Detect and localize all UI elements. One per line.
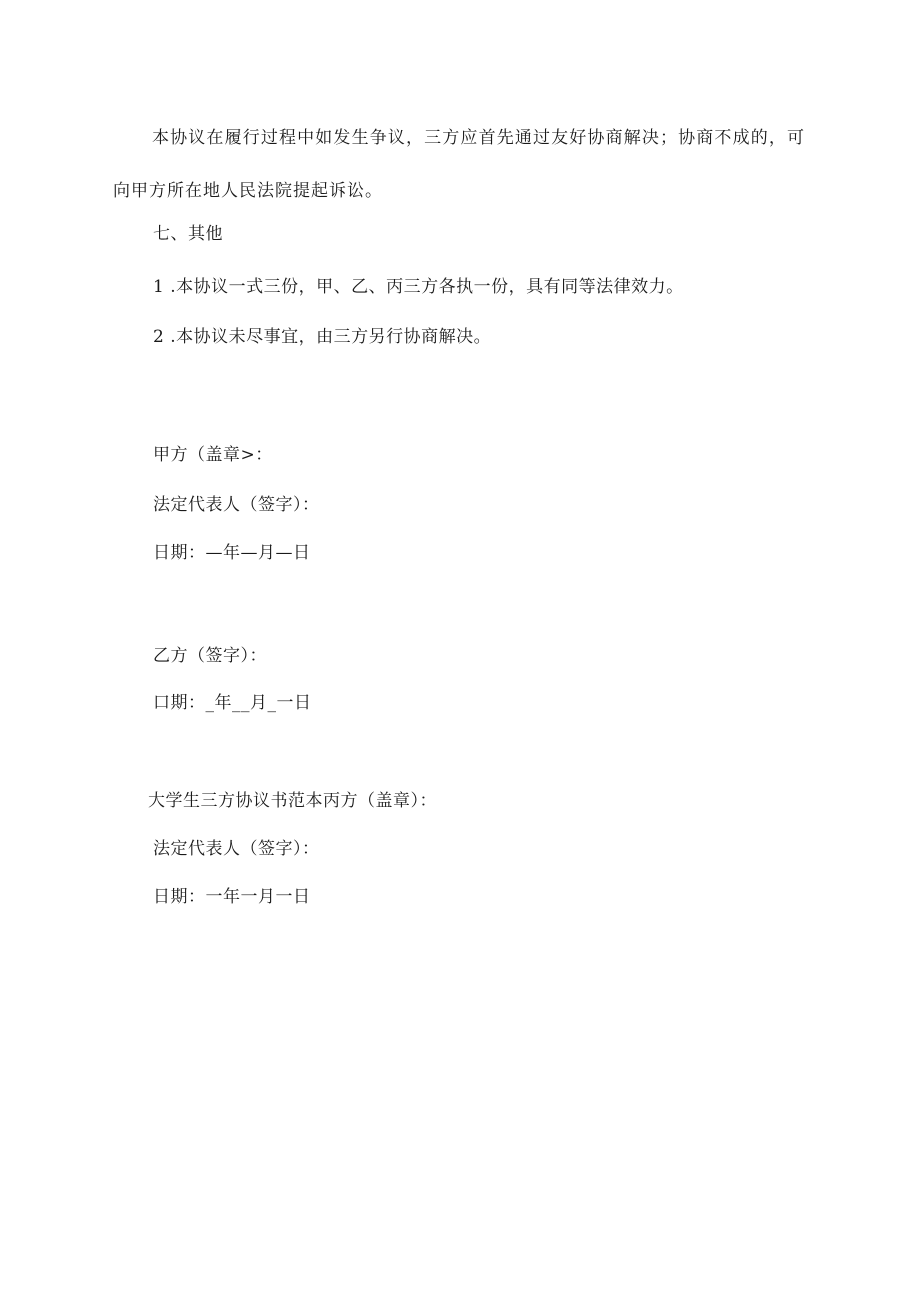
party-a-seal-line: 甲方（盖章>： [153, 445, 273, 465]
section-seven-heading: 七、其他 [153, 224, 223, 244]
section-seven-item-2: 2 .本协议未尽事宜，由三方另行协商解决。 [153, 327, 492, 347]
party-c-seal-line: 大学生三方协议书范本丙方（盖章）： [148, 791, 437, 811]
party-a-representative-line: 法定代表人（签字）： [153, 495, 320, 515]
party-b-date-line: 口期：_年__月_一日 [153, 693, 312, 713]
dispute-resolution-paragraph: 本协议在履行过程中如发生争议，三方应首先通过友好协商解决；协商不成的，可向甲方所在地人民法院提起诉讼。 [113, 128, 805, 201]
party-a-date-line: 日期：—年—月—日 [153, 543, 311, 563]
section-seven-item-1: 1 .本协议一式三份，甲、乙、丙三方各执一份，具有同等法律效力。 [153, 277, 684, 297]
party-b-signature-line: 乙方（签字）： [153, 646, 267, 666]
party-c-date-line: 日期：一年一月一日 [153, 887, 311, 907]
party-c-representative-line: 法定代表人（签字）： [153, 839, 320, 859]
